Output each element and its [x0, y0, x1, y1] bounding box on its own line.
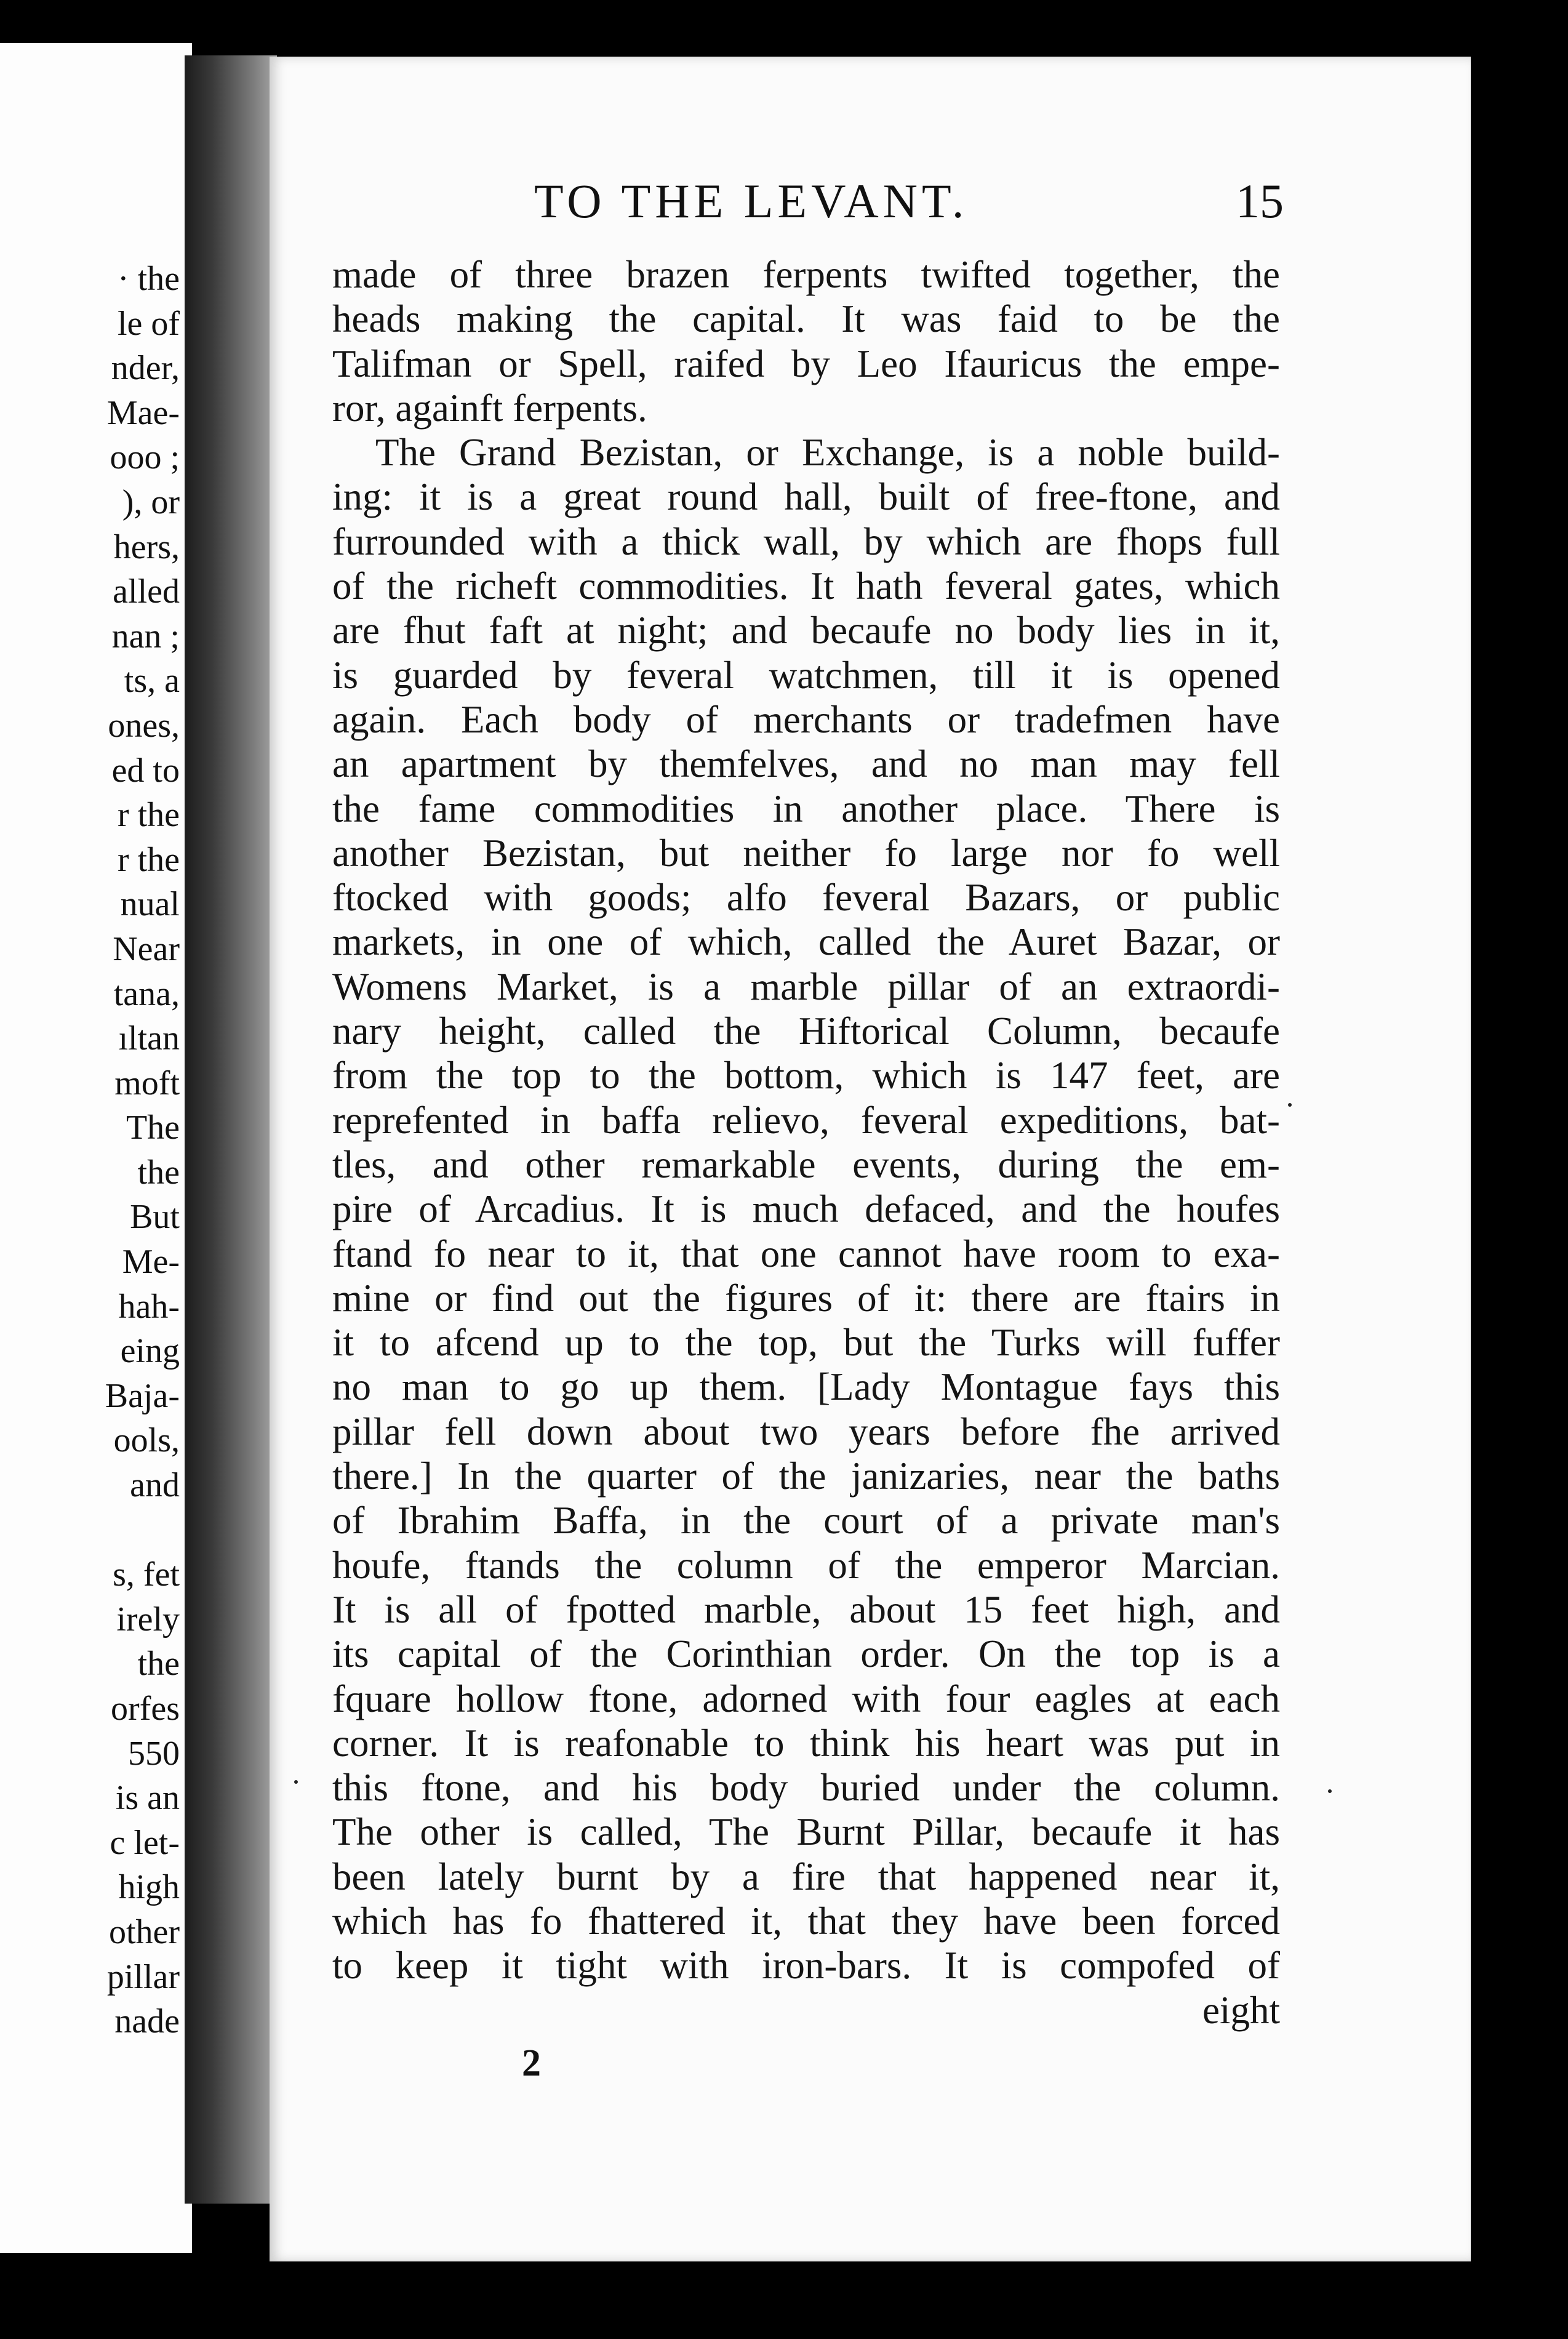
ink-speck — [1288, 1103, 1292, 1107]
left-page-line: r the — [117, 796, 180, 835]
left-page-line: ıltan — [118, 1019, 180, 1058]
left-page-line: other — [108, 1912, 180, 1951]
text-line: The other is called, The Burnt Pillar, becaufe it has — [332, 1810, 1280, 1854]
left-page-line: Mae- — [106, 393, 180, 432]
left-page-line: ools, — [113, 1421, 180, 1460]
text-line: corner. It is reafonable to think his heart was put in — [332, 1721, 1280, 1765]
left-page-line: ooo ; — [110, 438, 180, 477]
left-page-line: The — [126, 1109, 180, 1147]
text-line: are fhut faft at night; and becaufe no body lies in it, — [332, 609, 1280, 652]
left-page-line: and — [130, 1466, 180, 1505]
left-page-line: Near — [113, 929, 180, 968]
left-page-line: high — [118, 1868, 180, 1907]
text-line: ftand fo near to it, that one cannot have room to exa- — [332, 1232, 1280, 1275]
ink-speck — [294, 1780, 298, 1784]
text-line: from the top to the bottom, which is 147 feet, are — [332, 1054, 1280, 1097]
text-line: of Ibrahim Baffa, in the court of a private man's — [332, 1499, 1280, 1543]
text-line: which has fo fhattered it, that they have been forced — [332, 1899, 1280, 1943]
text-line: again. Each body of merchants or tradefmen have — [332, 697, 1280, 741]
text-line: pire of Arcadius. It is much defaced, and the houfes — [332, 1187, 1280, 1231]
left-page-line: the — [137, 1153, 180, 1192]
left-page-line: nade — [114, 2002, 180, 2041]
left-page-line: ed to — [111, 751, 180, 790]
text-line: ftocked with goods; alfo feveral Bazars, or public — [332, 876, 1280, 920]
text-line: The Grand Bezistan, or Exchange, is a noble build- — [375, 431, 1280, 475]
left-page-line: · the — [117, 260, 180, 298]
book-gutter — [185, 55, 277, 2204]
left-page — [0, 43, 192, 2253]
text-line: furrounded with a thick wall, by which are fhops full — [332, 520, 1280, 563]
left-page-line: ), or — [122, 483, 180, 521]
running-head: TO THE LEVANT. — [534, 174, 969, 228]
left-page-line: 550 — [128, 1734, 180, 1773]
text-line: of the richeft commodities. It hath feveral gates, which — [332, 564, 1280, 608]
text-line: it to afcend up to the top, but the Turks will fuffer — [332, 1321, 1280, 1365]
signature-mark: 2 — [522, 2042, 541, 2084]
text-line: reprefented in baffa relievo, feveral expeditions, bat- — [332, 1098, 1280, 1142]
left-page-line: s, fet — [113, 1555, 180, 1594]
left-page-line — [105, 1508, 180, 1553]
text-line: its capital of the Corinthian order. On the top is a — [332, 1632, 1280, 1676]
left-page-line: nual — [120, 885, 180, 924]
left-page-line: Baja- — [105, 1376, 180, 1415]
left-page-line: ts, a — [124, 662, 180, 700]
text-line: heads making the capital. It was faid to be the — [332, 297, 1280, 341]
text-line: pillar fell down about two years before fhe arrived — [332, 1410, 1280, 1453]
left-page-line: Me- — [122, 1243, 180, 1282]
text-line: been lately burnt by a fire that happened near it, — [332, 1855, 1280, 1898]
left-page-line: But — [130, 1198, 180, 1237]
left-page-line: tana, — [113, 974, 180, 1013]
ink-speck — [1328, 1789, 1332, 1793]
body-text — [332, 252, 1280, 2032]
text-line: there.] In the quarter of the janizaries, near the baths — [332, 1454, 1280, 1498]
left-page-line: moft — [114, 1064, 180, 1102]
left-page-line: orfes — [111, 1690, 180, 1728]
text-line: an apartment by themfelves, and no man may fell — [332, 742, 1280, 786]
text-line: houfe, ftands the column of the emperor Marcian. — [332, 1543, 1280, 1587]
left-page-line: c let- — [110, 1823, 180, 1862]
left-page-line: is an — [115, 1779, 180, 1818]
text-line: another Bezistan, but neither fo large nor fo well — [332, 831, 1280, 875]
text-line: to keep it tight with iron-bars. It is compofed of — [332, 1944, 1280, 1988]
text-line: this ftone, and his body buried under the column. — [332, 1766, 1280, 1810]
right-page — [270, 57, 1471, 2261]
left-page-line: ones, — [108, 706, 180, 745]
left-page-line: r the — [117, 840, 180, 879]
left-page-line: alled — [113, 572, 180, 611]
text-line: markets, in one of which, called the Auret Bazar, or — [332, 920, 1280, 964]
text-line: ing: it is a great round hall, built of free-ftone, and — [332, 475, 1280, 519]
text-line: nary height, called the Hiftorical Column, becaufe — [332, 1009, 1280, 1053]
text-line: the fame commodities in another place. There is — [332, 787, 1280, 830]
page-number: 15 — [1236, 174, 1284, 228]
catchword: eight — [1202, 1988, 1280, 2032]
text-line: ror, againft ferpents. — [332, 386, 647, 430]
left-page-line: nder, — [111, 349, 180, 388]
text-line: It is all of fpotted marble, about 15 feet high, and — [332, 1587, 1280, 1631]
text-line: is guarded by feveral watchmen, till it is opened — [332, 653, 1280, 697]
left-page-text-column — [105, 257, 180, 2044]
left-page-line: nan ; — [111, 617, 180, 656]
left-page-line: irely — [116, 1600, 180, 1639]
left-page-line: hah- — [118, 1287, 180, 1326]
text-line: fquare hollow ftone, adorned with four eagles at each — [332, 1677, 1280, 1720]
left-page-line: hers, — [113, 528, 180, 566]
left-page-line: pillar — [106, 1957, 180, 1996]
left-page-line: the — [137, 1645, 180, 1683]
text-line: made of three brazen ferpents twifted together, the — [332, 253, 1280, 296]
left-page-line: eing — [120, 1332, 180, 1371]
text-line: mine or find out the figures of it: there are ftairs in — [332, 1276, 1280, 1320]
text-line: no man to go up them. [Lady Montague fays this — [332, 1365, 1280, 1409]
text-line: tles, and other remarkable events, during the em- — [332, 1142, 1280, 1186]
text-line: Womens Market, is a marble pillar of an extraordi- — [332, 965, 1280, 1008]
left-page-line: le of — [117, 304, 180, 343]
text-line: Talifman or Spell, raifed by Leo Ifauricus the empe- — [332, 342, 1280, 385]
